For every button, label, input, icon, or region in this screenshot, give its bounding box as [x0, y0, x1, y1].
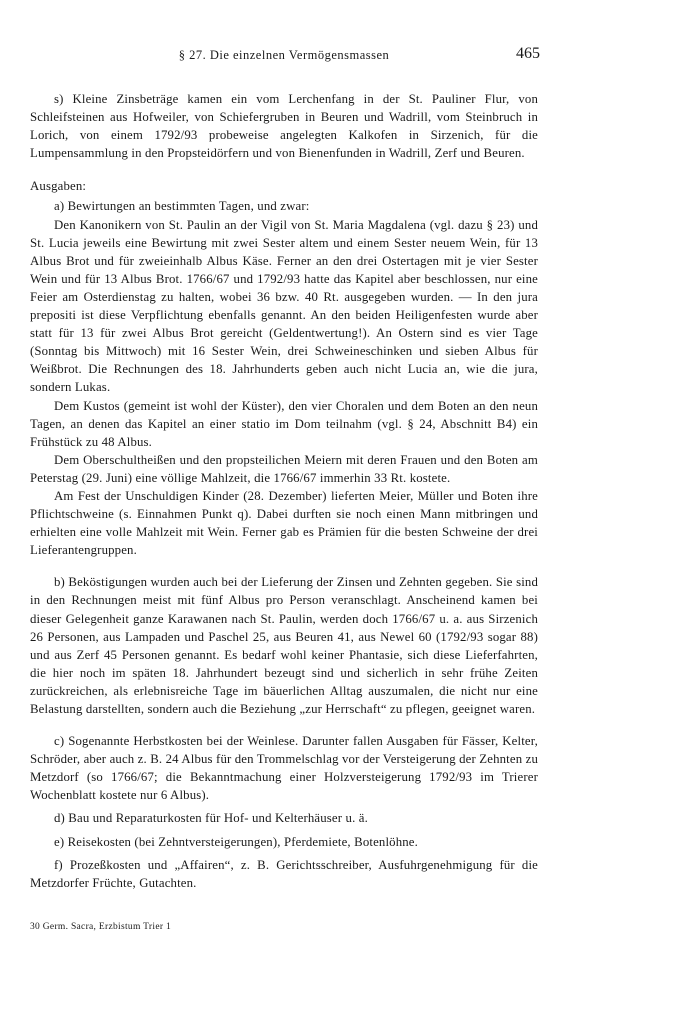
body-text — [30, 90, 538, 892]
section-title: § 27. Die einzelnen Vermögensmassen — [178, 48, 390, 62]
paragraph-a-kanoniker: Den Kanonikern von St. Paulin an der Vigil von St. Maria Magdalena (vgl. dazu § 23) und St. Lucia jeweils eine Bewirtung mit zwei Sester altem und einem Sester neuem Wein, für 13 Albus Brot und für zweieinhalb Albus Käse. Ferner an den drei Ostertagen mit je vier Sester Wein und für 13 Albus Brot. 1766/67 und 1792/93 hatte das Kapitel aber beschlossen, nur eine Feier am Osterdienstag zu halten, wobei 36 bzw. 40 Rt. ausgegeben wurden. — In den jura prepositi ist diese Verpflichtung ebenfalls genannt. An den beiden Heiligenfesten wurde aber statt für 13 für zwei Albus Brot gereicht (Geldentwertung!). An Ostern sind es vier Tage (Sonntag bis Mittwoch) mit 16 Sester Wein, drei Schweineschinken und sieben Albus für Weißbrot. Die Rechnungen des 18. Jahrhunderts geben auch nicht Lucia an, wie die jura, sondern Lukas. — [30, 217, 538, 395]
paragraph-d: d) Bau und Reparaturkosten für Hof- und Kelterhäuser u. ä. — [54, 811, 368, 826]
paragraph-a-kustos: Dem Kustos (gemeint ist wohl der Küster), den vier Choralen und dem Boten an den neun Tagen, an denen das Kapitel an einer statio im Dom teilnahm (vgl. § 24, Abschnitt B4) ein Frühstück zu 48 Albus. — [30, 398, 538, 449]
heading-a: a) Bewirtungen an bestimmten Tagen, und zwar: — [54, 199, 310, 214]
paragraph-c: c) Sogenannte Herbstkosten bei der Weinlese. Darunter fallen Ausgaben für Fässer, Kelter, Schröder, aber auch z. B. 24 Albus für den Trommelschlag vor der Versteigerung der Zehnten zu Metzdorf (so 1766/67; die Bekanntmachung einer Holzversteigerung 1792/93 im Trierer Wochenblatt kostete nur 6 Albus). — [30, 734, 538, 803]
paragraph-a-unschuldige-kinder: Am Fest der Unschuldigen Kinder (28. Dezember) lieferten Meier, Müller und Boten ihre Pflichtschweine (s. Einnahmen Punkt q). Dabei durften sie noch einen Mann mitbringen und erhielten eine volle Mahlzeit mit Wein. Ferner gab es Prämien für die besten Schweine der drei Lieferantengruppen. — [30, 488, 538, 558]
paragraph-s: s) Kleine Zinsbeträge kamen ein vom Lerchenfang in der St. Pauliner Flur, von Schleifsteinen aus Hofweiler, von Schiefergruben in Beuren und Wadrill, vom Steinbruch in Lorich, von einem 1792/93 probeweise angelegten Kalkofen in Sirzenich, für die Lumpensammlung in den Propsteidörfern und von Bienenfunden in Wadrill, Zerf und Beuren. — [30, 92, 538, 161]
paragraph-a-oberschultheiss: Dem Oberschultheißen und den propsteilichen Meiern mit deren Frauen und den Boten am Peterstag (29. Juni) eine völlige Mahlzeit, die 1766/67 immerhin 33 Rt. kostete. — [30, 452, 538, 485]
page-number: 465 — [516, 45, 540, 62]
running-header — [30, 45, 540, 70]
heading-ausgaben: Ausgaben: — [30, 179, 87, 194]
book-page — [30, 45, 540, 892]
paragraph-e: e) Reisekosten (bei Zehntversteigerungen), Pferdemiete, Botenlöhne. — [54, 834, 418, 849]
paragraph-b: b) Beköstigungen wurden auch bei der Lieferung der Zinsen und Zehnten gegeben. Sie sind in den Rechnungen meist mit fünf Albus pro Person veranschlagt. Anscheinend kamen bei dieser Gelegenheit ganze Karawanen nach St. Paulin, werden doch 1766/67 u. a. aus Sirzenich 26 Personen, aus Lampaden und Paschel 25, aus Beuren 41, aus Newel 60 (1792/93 sogar 88) und aus Zerf 45 Personen genannt. Es bedarf wohl keiner Phantasie, sich diese Lieferfahrten, die hier noch im späten 18. Jahrhundert bezeugt sind und sicherlich in sehr frühe Zeiten zurückreichen, als erlebnisreiche Tage im bäuerlichen Alltag auszumalen, die nicht nur eine Belastung darstellten, sondern auch die Beziehung „zur Herrschaft“ zu pflegen, geeignet waren. — [30, 575, 538, 716]
signature-mark: 30 Germ. Sacra, Erzbistum Trier 1 — [30, 922, 172, 932]
paragraph-f: f) Prozeßkosten und „Affairen“, z. B. Gerichtsschreiber, Ausfuhrgenehmigung für die Metzdorfer Früchte, Gutachten. — [30, 857, 538, 890]
